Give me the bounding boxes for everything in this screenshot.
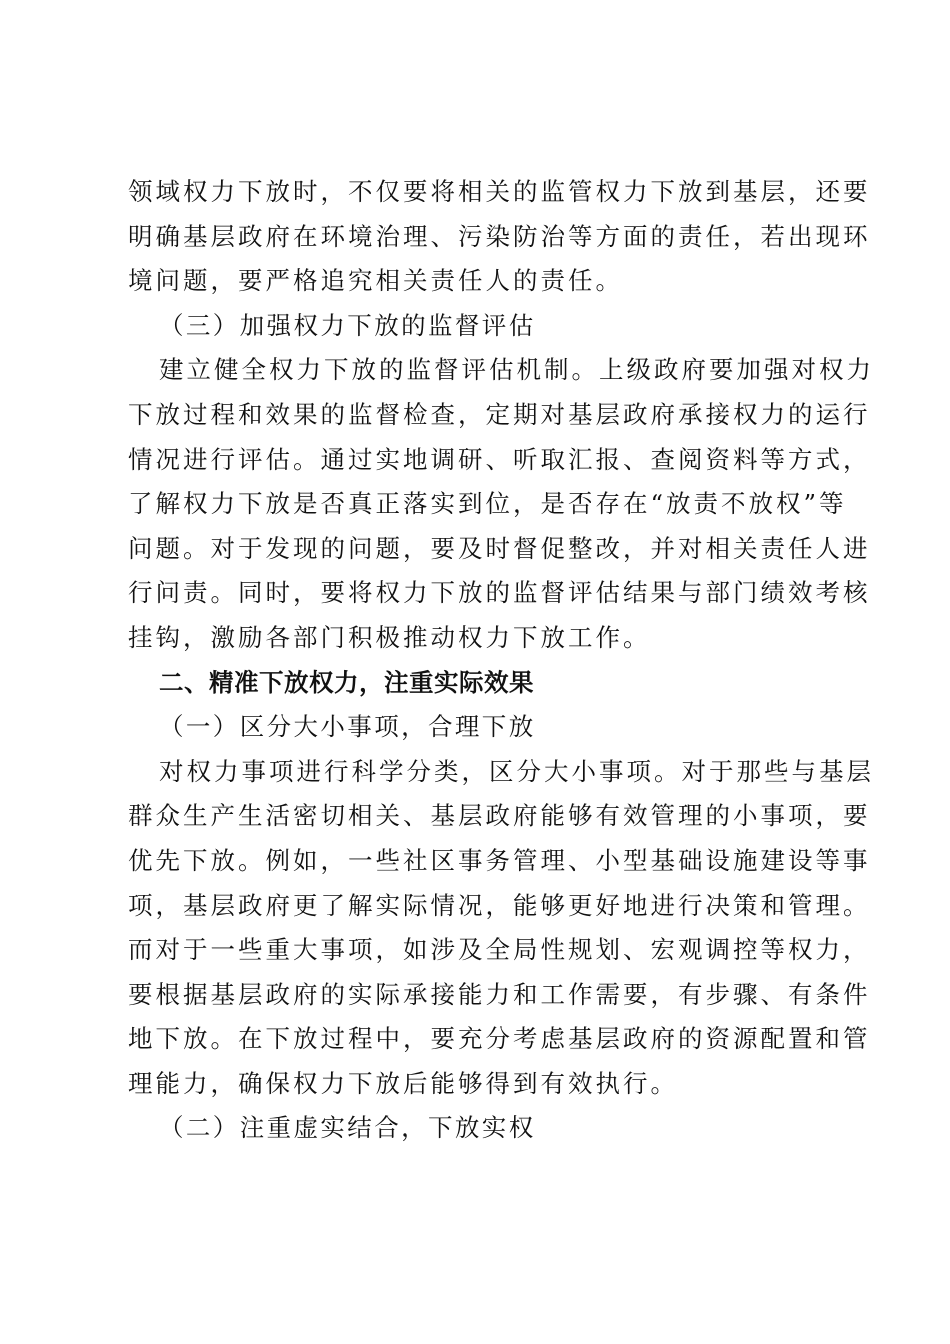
paragraph-line: 优先下放。例如，一些社区事务管理、小型基础设施建设等事	[128, 845, 871, 875]
paragraph-line: 对权力事项进行科学分类，区分大小事项。对于那些与基层	[159, 756, 874, 786]
subheading-supervision-evaluation: （三）加强权力下放的监督评估	[159, 310, 536, 340]
section-heading-2: 二、精准下放权力，注重实际效果	[159, 667, 534, 697]
subheading-real-power: （二）注重虚实结合，下放实权	[159, 1113, 536, 1143]
paragraph-line: 明确基层政府在环境治理、污染防治等方面的责任，若出现环	[128, 221, 871, 251]
paragraph-line: 建立健全权力下放的监督评估机制。上级政府要加强对权力	[159, 355, 874, 385]
paragraph-line: 下放过程和效果的监督检查，定期对基层政府承接权力的运行	[128, 399, 871, 429]
paragraph-line: 行问责。同时，要将权力下放的监督评估结果与部门绩效考核	[128, 578, 871, 608]
paragraph-line: 地下放。在下放过程中，要充分考虑基层政府的资源配置和管	[128, 1024, 871, 1054]
paragraph-line: 情况进行评估。通过实地调研、听取汇报、查阅资料等方式，	[128, 444, 871, 474]
paragraph-line: 理能力，确保权力下放后能够得到有效执行。	[128, 1068, 678, 1098]
paragraph-line: 群众生产生活密切相关、基层政府能够有效管理的小事项，要	[128, 801, 871, 831]
paragraph-line: 问题。对于发现的问题，要及时督促整改，并对相关责任人进	[128, 533, 871, 563]
document-body	[128, 170, 874, 1151]
paragraph-line: 而对于一些重大事项，如涉及全局性规划、宏观调控等权力，	[128, 935, 871, 965]
paragraph-line: 领域权力下放时，不仅要将相关的监管权力下放到基层，还要	[128, 177, 871, 206]
paragraph-line: 了解权力下放是否真正落实到位，是否存在“放责不放权”等	[128, 489, 847, 519]
paragraph-line: 要根据基层政府的实际承接能力和工作需要，有步骤、有条件	[128, 979, 871, 1009]
subheading-distinguish-matters: （一）区分大小事项，合理下放	[159, 712, 536, 742]
paragraph-line: 挂钩，激励各部门积极推动权力下放工作。	[128, 622, 651, 652]
paragraph-line: 境问题，要严格追究相关责任人的责任。	[128, 266, 623, 296]
paragraph-line: 项，基层政府更了解实际情况，能够更好地进行决策和管理。	[128, 890, 871, 920]
